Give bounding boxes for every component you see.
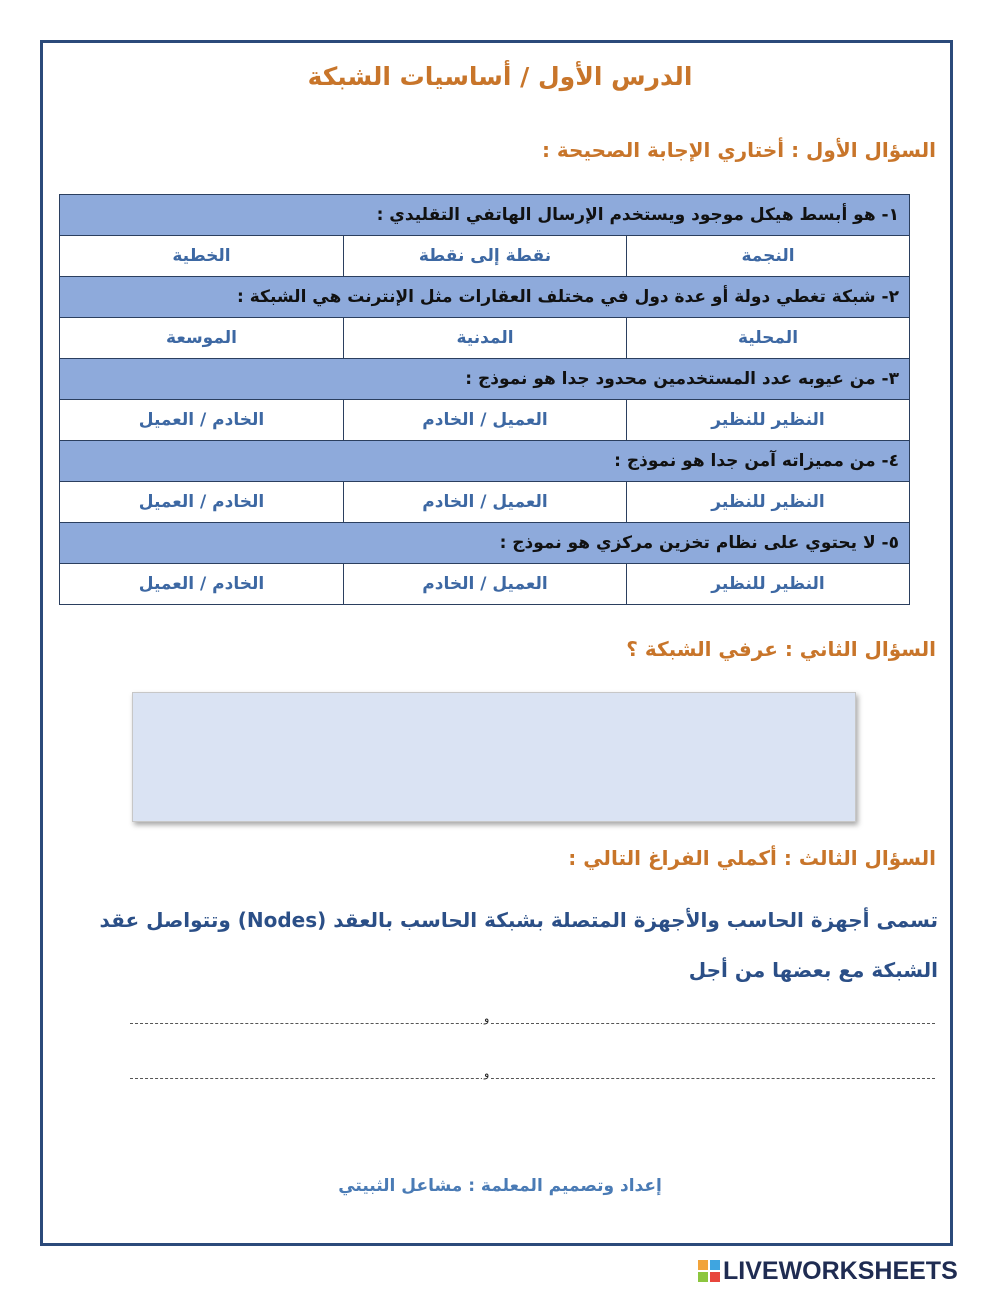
option-cell[interactable]: النجمة bbox=[627, 236, 910, 277]
options-row bbox=[60, 318, 910, 359]
question-text: ٣- من عيوبه عدد المستخدمين محدود جدا هو نموذج : bbox=[60, 359, 910, 400]
option-cell[interactable]: نقطة إلى نقطة bbox=[344, 236, 627, 277]
fill-blank-sentence-line-1: تسمى أجهزة الحاسب والأجهزة المتصلة بشبكة الحاسب بالعقد (Nodes) وتتواصل عقد bbox=[99, 908, 938, 932]
question-1-heading: السؤال الأول : أختاري الإجابة الصحيحة : bbox=[541, 138, 936, 162]
question-3-heading: السؤال الثالث : أكملي الفراغ التالي : bbox=[568, 846, 936, 870]
question-2-heading: السؤال الثاني : عرفي الشبكة ؟ bbox=[626, 637, 936, 661]
blank-joiner: و bbox=[484, 1067, 490, 1080]
option-cell[interactable]: النظير للنظير bbox=[627, 564, 910, 605]
options-row bbox=[60, 236, 910, 277]
option-cell[interactable]: العميل / الخادم bbox=[344, 564, 627, 605]
question-text: ٤- من مميزاته آمن جدا هو نموذج : bbox=[60, 441, 910, 482]
logo-block bbox=[698, 1272, 708, 1282]
options-row bbox=[60, 482, 910, 523]
logo-block bbox=[710, 1260, 720, 1270]
option-cell[interactable]: المدنية bbox=[344, 318, 627, 359]
question-row bbox=[60, 359, 910, 400]
question-text: ١- هو أبسط هيكل موجود ويستخدم الإرسال الهاتفي التقليدي : bbox=[60, 195, 910, 236]
answer-blank-line-2[interactable] bbox=[130, 1067, 935, 1085]
option-cell[interactable]: الخادم / العميل bbox=[60, 482, 344, 523]
option-cell[interactable]: العميل / الخادم bbox=[344, 400, 627, 441]
author-credit: إعداد وتصميم المعلمة : مشاعل الثبيتي bbox=[338, 1176, 662, 1196]
blank-joiner: و bbox=[484, 1012, 490, 1025]
logo-block bbox=[710, 1272, 720, 1282]
answer-blank-line-1[interactable] bbox=[130, 1012, 935, 1030]
option-cell[interactable]: العميل / الخادم bbox=[344, 482, 627, 523]
dashed-line bbox=[130, 1078, 935, 1079]
options-row bbox=[60, 400, 910, 441]
dashed-line bbox=[130, 1023, 935, 1024]
brand-name: LIVEWORKSHEETS bbox=[723, 1256, 958, 1285]
logo-blocks-icon bbox=[698, 1260, 720, 1282]
definition-answer-box[interactable] bbox=[132, 692, 856, 822]
liveworksheets-logo bbox=[698, 1256, 958, 1286]
option-cell[interactable]: النظير للنظير bbox=[627, 400, 910, 441]
question-row bbox=[60, 441, 910, 482]
option-cell[interactable]: الخطية bbox=[60, 236, 344, 277]
multiple-choice-table bbox=[59, 194, 910, 605]
question-row bbox=[60, 195, 910, 236]
fill-blank-sentence-line-2: الشبكة مع بعضها من أجل bbox=[688, 958, 938, 982]
option-cell[interactable]: النظير للنظير bbox=[627, 482, 910, 523]
question-row bbox=[60, 523, 910, 564]
logo-block bbox=[698, 1260, 708, 1270]
option-cell[interactable]: الخادم / العميل bbox=[60, 564, 344, 605]
question-text: ٥- لا يحتوي على نظام تخزين مركزي هو نموذج : bbox=[60, 523, 910, 564]
question-text: ٢- شبكة تغطي دولة أو عدة دول في مختلف العقارات مثل الإنترنت هي الشبكة : bbox=[60, 277, 910, 318]
question-row bbox=[60, 277, 910, 318]
option-cell[interactable]: المحلية bbox=[627, 318, 910, 359]
options-row bbox=[60, 564, 910, 605]
option-cell[interactable]: الموسعة bbox=[60, 318, 344, 359]
option-cell[interactable]: الخادم / العميل bbox=[60, 400, 344, 441]
lesson-title: الدرس الأول / أساسيات الشبكة bbox=[307, 62, 693, 91]
